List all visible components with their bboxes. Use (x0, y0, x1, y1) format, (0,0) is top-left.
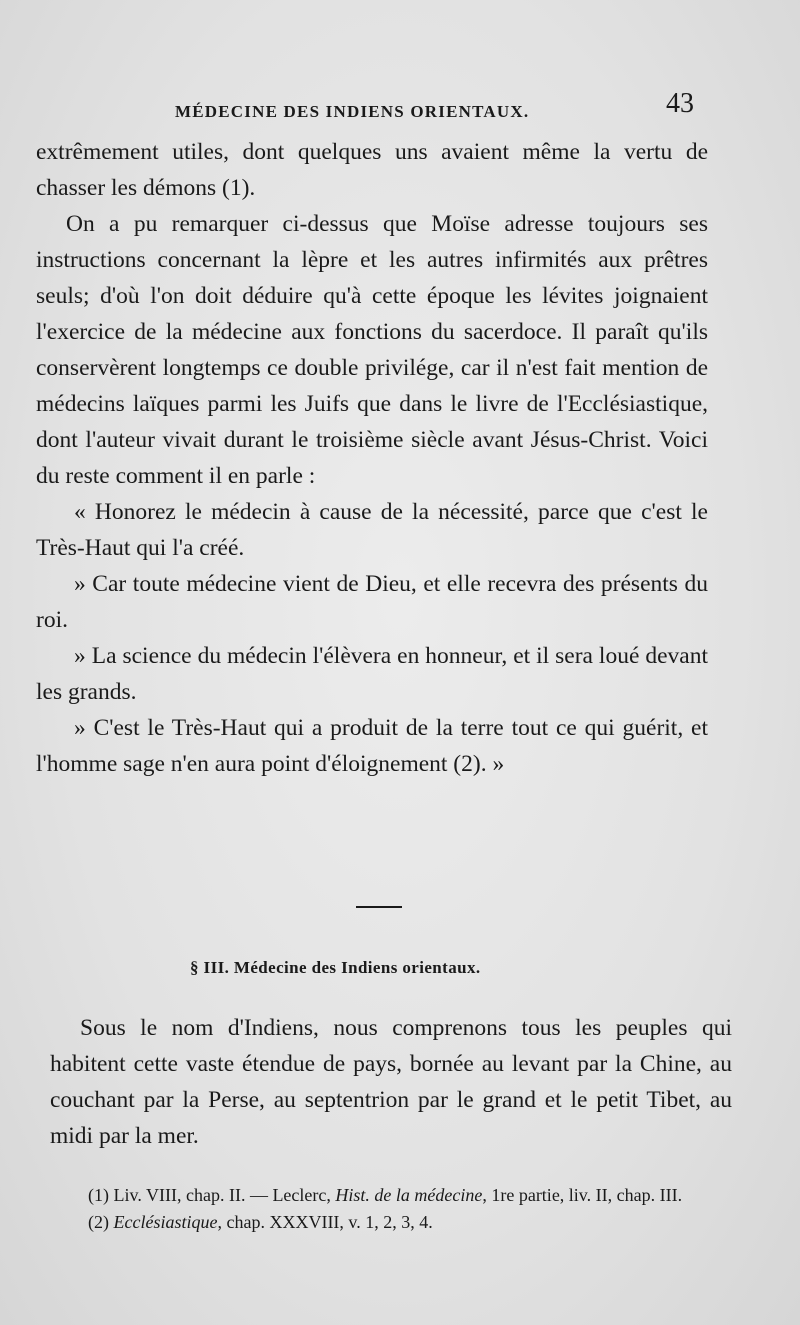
footnote-1 (50, 1182, 738, 1209)
footnote-2 (50, 1209, 738, 1236)
quote-line-4: » C'est le Très-Haut qui a produit de la terre tout ce qui guérit, et l'homme sage n'en aura point d'éloignement (2). » (36, 715, 708, 777)
footnote-2-title: Ecclésiastique (113, 1212, 218, 1232)
paragraph-indians: Sous le nom d'Indiens, nous comprenons tous les peuples qui habitent cette vaste étendue de pays, bornée au levant par la Chine, au couchant par la Perse, au septentrion par le grand et le petit Tibet, au midi par la mer. (50, 1015, 732, 1149)
quote-line-1: « Honorez le médecin à cause de la nécessité, parce que c'est le Très-Haut qui l'a créé. (36, 499, 708, 561)
footnote-1-prefix: (1) Liv. VIII, chap. II. — Leclerc, (88, 1185, 336, 1205)
paragraph-moses: On a pu remarquer ci-dessus que Moïse adresse toujours ses instructions concernant la lèpre et les autres infirmités aux prêtres seuls; d'où l'on doit déduire qu'à cette époque les lévites joignaient l'exercice de la médecine aux fonctions du sacerdoce. Il paraît qu'ils conservèrent longtemps ce double privilége, car il n'est fait mention de médecins laïques parmi les Juifs que dans le livre de l'Ecclésiastique, dont l'auteur vivait durant le troisième siècle avant Jésus-Christ. Voici du reste comment il en parle : (36, 211, 708, 489)
footnote-1-suffix: , 1re partie, liv. II, chap. III. (482, 1185, 683, 1205)
running-title: MÉDECINE DES INDIENS ORIENTAUX. (175, 102, 530, 121)
paragraph-continuation: extrêmement utiles, dont quelques uns avaient même la vertu de chasser les démons (1). (36, 139, 708, 201)
footnote-2-suffix: , chap. XXXVIII, v. 1, 2, 3, 4. (217, 1212, 433, 1232)
footnotes (50, 1182, 738, 1236)
section-divider (356, 906, 402, 908)
main-text (36, 134, 708, 782)
section-heading: § III. Médecine des Indiens orientaux. (190, 958, 481, 977)
page-number: 43 (666, 88, 694, 119)
quote-line-3: » La science du médecin l'élèvera en honneur, et il sera loué devant les grands. (36, 643, 708, 705)
section-text (50, 1010, 732, 1154)
footnote-1-title: Hist. de la médecine (335, 1185, 483, 1205)
quote-line-2: » Car toute médecine vient de Dieu, et elle recevra des présents du roi. (36, 571, 708, 633)
footnote-2-prefix: (2) (88, 1212, 114, 1232)
